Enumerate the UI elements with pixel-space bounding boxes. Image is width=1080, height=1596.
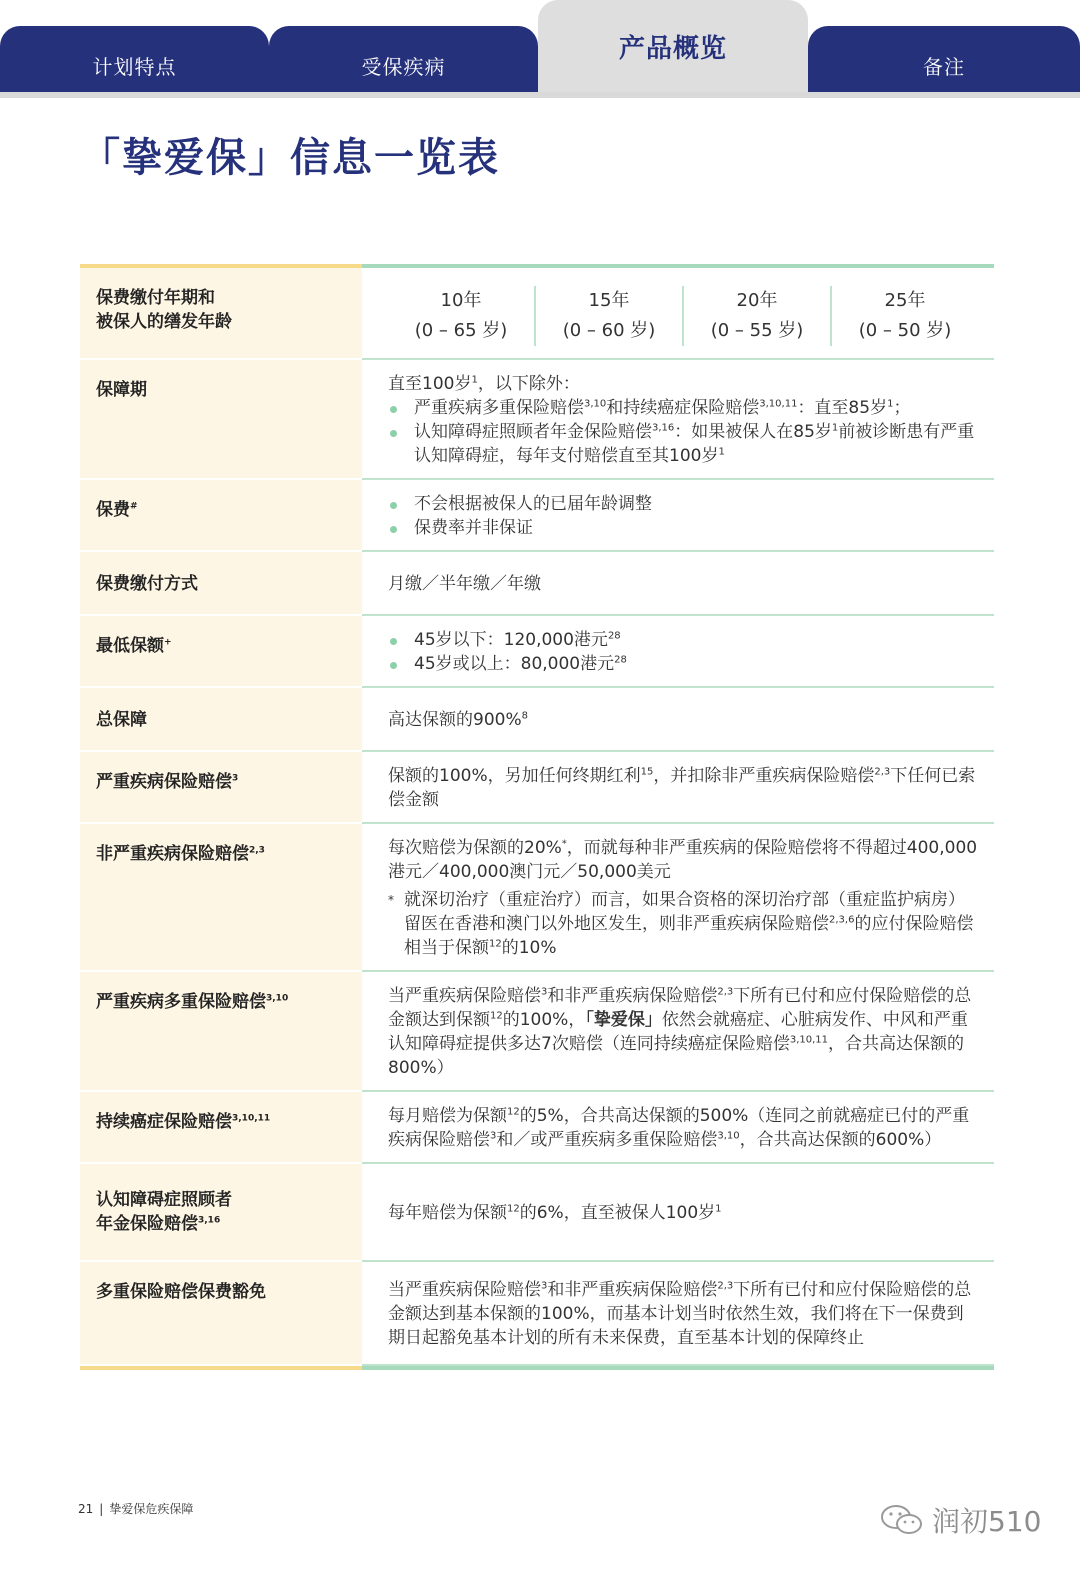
footer-text: 挚爱保危疾保障 [109, 1502, 194, 1516]
list-item: 45岁以下：120,000港元$^{28}$ [388, 628, 978, 652]
list-item: 保费率并非保证 [388, 516, 978, 540]
table-row-payment-term [80, 268, 994, 360]
list-item: 45岁或以上：80,000港元$^{28}$ [388, 652, 978, 676]
row-label: 多重保险赔偿保费豁免 [80, 1262, 362, 1366]
row-label: 保费# [80, 480, 362, 552]
tab-covered-illnesses[interactable]: 受保疾病 [269, 26, 538, 92]
term-col: 15年 (0 – 60 岁) [534, 286, 682, 346]
row-value [362, 480, 994, 550]
table-row-payment-mode [80, 552, 994, 616]
wechat-icon [880, 1503, 924, 1537]
list-item: 严重疾病多重保险赔偿$^{3,10}$和持续癌症保险赔偿$^{3,10,11}$：直至85岁$^1$； [388, 396, 978, 420]
row-label: 总保障 [80, 688, 362, 752]
row-label: 非严重疾病保险赔偿$^{2,3}$ [80, 824, 362, 972]
table-row-total-coverage [80, 688, 994, 752]
watermark [880, 1500, 1041, 1540]
list-item: 认知障碍症照顾者年金保险赔偿$^{3,16}$：如果被保人在85岁$^1$前被诊断患有严重认知障碍症，每年支付赔偿直至其100岁$^1$ [388, 420, 978, 468]
table-row-major-illness [80, 752, 994, 824]
term-col: 25年 (0 – 50 岁) [830, 286, 978, 346]
page-number: 21 [78, 1502, 94, 1516]
row-label: 严重疾病保险赔偿$^3$ [80, 752, 362, 824]
row-value: 当严重疾病保险赔偿$^3$和非严重疾病保险赔偿$^{2,3}$下所有已付和应付保险赔偿的总金额达到保额$^{12}$的100%，「挚爱保」依然会就癌症、心脏病发作、中风和严重认知障碍症提供多达7次赔偿（连同持续癌症保险赔偿$^{3,10,11}$，合共高达保额的800%） [388, 986, 972, 1078]
list-item: 不会根据被保人的已届年龄调整 [388, 492, 978, 516]
section-tabs [0, 22, 1080, 92]
row-value: 高达保额的900%$^8$ [388, 710, 528, 730]
footer-separator: | [99, 1502, 104, 1516]
row-label: 认知障碍症照顾者 年金保险赔偿$^{3,16}$ [80, 1164, 362, 1262]
label-line: 被保人的缮发年龄 [96, 312, 232, 332]
watermark-text: 润初510 [932, 1505, 1042, 1538]
table-bottom-rule [80, 1366, 994, 1370]
row-value: 每月赔偿为保额$^{12}$的5%，合共高达保额的500%（连同之前就癌症已付的严重疾病保险赔偿$^3$和／或严重疾病多重保险赔偿$^{3,10}$，合共高达保额的600%） [388, 1106, 970, 1150]
row-value: 每年赔偿为保额$^{12}$的6%，直至被保人100岁$^1$ [388, 1203, 722, 1223]
row-value [362, 268, 994, 358]
row-value [362, 616, 994, 686]
row-value: 月缴／半年缴／年缴 [388, 574, 541, 594]
label-line: 保费缴付年期和 [96, 288, 215, 308]
table-row-minor-illness [80, 824, 994, 972]
page-footer [78, 1500, 193, 1517]
table-row-dementia-annuity [80, 1164, 994, 1262]
overview-table [80, 264, 994, 1370]
term-col: 10年 (0 – 65 岁) [414, 290, 508, 341]
tab-plan-features[interactable]: 计划特点 [0, 26, 269, 92]
term-grid [388, 280, 978, 348]
table-row-min-sum [80, 616, 994, 688]
table-row-multiple-claims [80, 972, 994, 1092]
row-label: 保费缴付方式 [80, 552, 362, 616]
table-row-continuous-cancer [80, 1092, 994, 1164]
row-label [80, 268, 362, 360]
footnote: * 就深切治疗（重症治疗）而言，如果合资格的深切治疗部（重症监护病房）留医在香港和澳门以外地区发生，则非严重疾病保险赔偿$^{2,3,6}$的应付保险赔偿相当于保额$^{12}$的10% [388, 890, 974, 958]
row-value: 当严重疾病保险赔偿$^3$和非严重疾病保险赔偿$^{2,3}$下所有已付和应付保险赔偿的总金额达到基本保额的100%，而基本计划当时依然生效，我们将在下一保费到期日起豁免基本计划的所有未来保费，直至基本计划的保障终止 [388, 1280, 972, 1348]
row-value: 保额的100%，另加任何终期红利$^{15}$，并扣除非严重疾病保险赔偿$^{2,3}$下任何已索偿金额 [388, 766, 976, 810]
tab-notes[interactable]: 备注 [808, 26, 1080, 92]
row-label: 严重疾病多重保险赔偿$^{3,10}$ [80, 972, 362, 1092]
tab-product-overview[interactable]: 产品概览 [538, 0, 808, 92]
tab-underline [0, 92, 1080, 98]
term-col: 20年 (0 – 55 岁) [682, 286, 830, 346]
row-label: 保障期 [80, 360, 362, 480]
row-label: 最低保额+ [80, 616, 362, 688]
page-title: 「挚爱保」信息一览表 [80, 135, 500, 181]
row-label: 持续癌症保险赔偿$^{3,10,11}$ [80, 1092, 362, 1164]
row-value: 每次赔偿为保额的20%*，而就每种非严重疾病的保险赔偿将不得超过400,000港元／400,000澳门元／50,000美元 * 就深切治疗（重症治疗）而言，如果合资格的深切治疗部（重症监护病房）留医在香港和澳门以外地区发生，则非严重疾病保险赔偿$^{2,3,6}$的应付保险赔偿相当于保额$^{12}$的10% [388, 838, 978, 958]
table-row-premium [80, 480, 994, 552]
table-row-premium-waiver [80, 1262, 994, 1366]
table-row-coverage-period [80, 360, 994, 480]
row-value: 直至100岁$^1$，以下除外： 严重疾病多重保险赔偿$^{3,10}$和持续癌症保险赔偿$^{3,10,11}$：直至85岁$^1$； 认知障碍症照顾者年金保险赔偿$^{3,16}$：如果被保人在85岁$^1$前被诊断患有严重认知障碍症，每年支付赔偿直至其100岁$^1$ [362, 360, 994, 478]
